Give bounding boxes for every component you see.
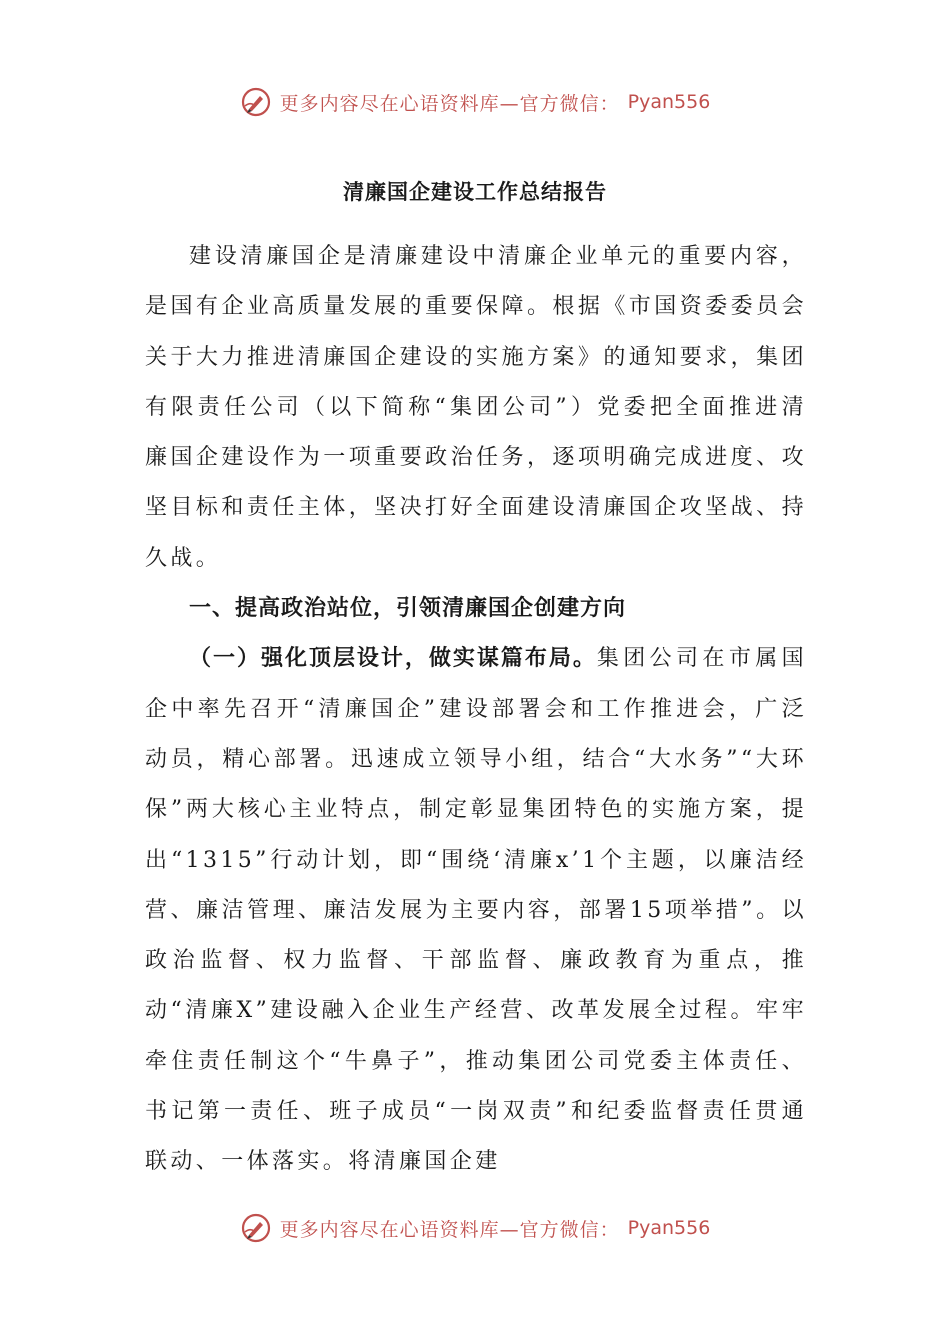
pen-logo-icon xyxy=(240,1212,272,1244)
subsection-paragraph xyxy=(145,634,807,1187)
pen-logo-icon xyxy=(240,86,272,118)
document-body xyxy=(145,232,807,1188)
watermark-text: 更多内容尽在心语资料库—官方微信： xyxy=(279,92,620,115)
watermark-footer xyxy=(0,1212,950,1244)
watermark-text: 更多内容尽在心语资料库—官方微信： xyxy=(279,1218,620,1241)
watermark-header xyxy=(0,86,950,118)
intro-paragraph: 建设清廉国企是清廉建设中清廉企业单元的重要内容，是国有企业高质量发展的重要保障。根据《市国资委委员会关于大力推进清廉国企建设的实施方案》的通知要求，集团有限责任公司（以下简称“集团公司”）党委把全面推进清廉国企建设作为一项重要政治任务，逐项明确完成进度、攻坚目标和责任主体，坚决打好全面建设清廉国企攻坚战、持久战。 xyxy=(145,244,807,571)
watermark-contact: Pyan556 xyxy=(627,1217,711,1239)
document-title: 清廉国企建设工作总结报告 xyxy=(343,180,607,204)
watermark-contact: Pyan556 xyxy=(627,91,711,113)
subsection-heading: （一）强化顶层设计，做实谋篇布局。 xyxy=(189,646,597,672)
section-heading: 一、提高政治站位，引领清廉国企创建方向 xyxy=(189,596,627,622)
subsection-body: 集团公司在市属国企中率先召开“清廉国企”建设部署会和工作推进会，广泛动员，精心部署。迅速成立领导小组，结合“大水务”“大环保”两大核心主业特点，制定彰显集团特色的实施方案，提出“1315”行动计划，即“围绕‘清廉x’1个主题，以廉洁经营、廉洁管理、廉洁发展为主要内容，部署15项举措”。以政治监督、权力监督、干部监督、廉政教育为重点，推动“清廉X”建设融入企业生产经营、改革发展全过程。牢牢牵住责任制这个“牛鼻子”，推动集团公司党委主体责任、书记第一责任、班子成员“一岗双责”和纪委监督责任贯通联动、一体落实。将清廉国企建 xyxy=(145,646,807,1175)
